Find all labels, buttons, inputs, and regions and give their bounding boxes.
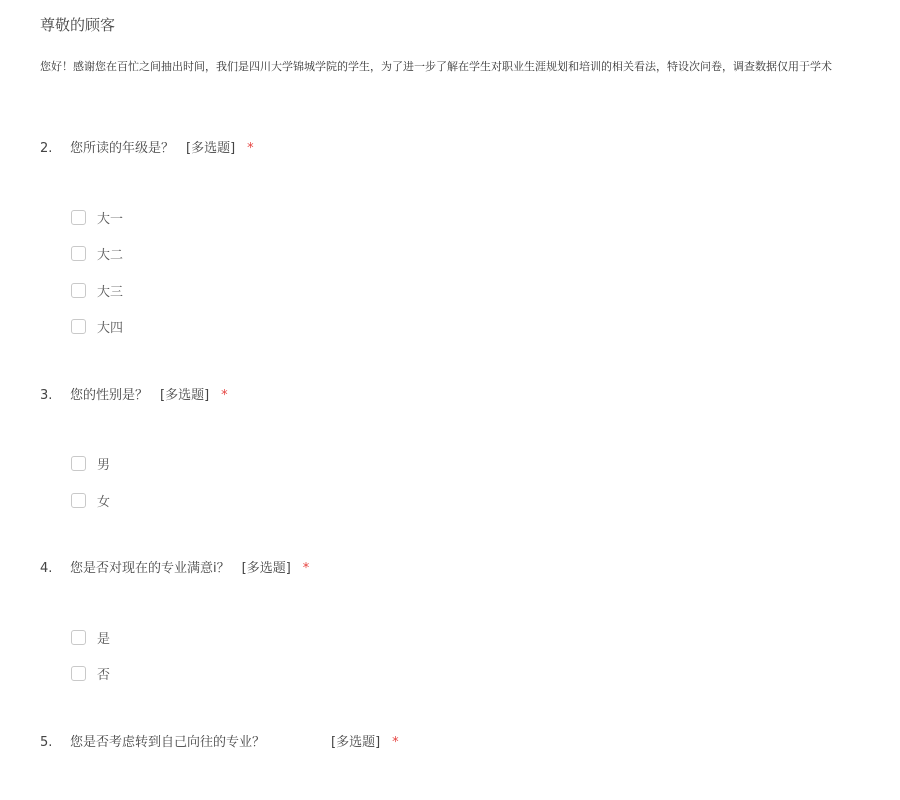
checkbox[interactable] xyxy=(71,210,86,225)
option-satisfied-no[interactable] xyxy=(71,664,110,682)
option-label: 男 xyxy=(97,457,111,473)
option-gender-male[interactable] xyxy=(71,454,110,472)
required-mark: * xyxy=(247,141,254,156)
checkbox[interactable] xyxy=(71,283,86,298)
question-title: 您所读的年级是？ xyxy=(70,141,175,156)
question-number: 2. xyxy=(40,141,53,156)
option-label: 大二 xyxy=(97,247,124,263)
question-type-tag: [多选题] xyxy=(331,735,381,750)
checkbox[interactable] xyxy=(71,319,86,334)
question-title: 您是否考虑转到自己向往的专业？ xyxy=(70,735,266,750)
option-grade-1[interactable] xyxy=(71,208,123,226)
question-title: 您的性别是？ xyxy=(70,388,149,403)
option-label: 女 xyxy=(97,494,111,510)
required-mark: * xyxy=(221,388,228,403)
checkbox[interactable] xyxy=(71,456,86,471)
question-number: 5. xyxy=(40,735,53,750)
question-4 xyxy=(40,557,309,576)
option-satisfied-yes[interactable] xyxy=(71,628,110,646)
required-mark: * xyxy=(302,561,310,576)
option-label: 大三 xyxy=(97,284,124,300)
question-type-tag: [多选题] xyxy=(241,561,291,576)
option-label: 是 xyxy=(97,631,111,647)
checkbox[interactable] xyxy=(71,246,86,261)
question-type-tag: [多选题] xyxy=(160,388,210,403)
option-label: 否 xyxy=(97,667,111,683)
required-mark: * xyxy=(392,735,399,750)
question-type-tag: [多选题] xyxy=(186,141,236,156)
question-number: 4. xyxy=(40,561,53,576)
question-title: 您是否对现在的专业满意i？ xyxy=(70,561,230,576)
option-label: 大四 xyxy=(97,320,124,336)
intro-text: 您好！感谢您在百忙之间抽出时间，我们是四川大学锦城学院的学生，为了进一步了解在学生对职业生涯规划和培训的相关看法，特设次问卷，调查数据仅用于学术 xyxy=(40,60,832,73)
option-gender-female[interactable] xyxy=(71,491,110,509)
option-label: 大一 xyxy=(97,211,124,227)
option-grade-4[interactable] xyxy=(71,317,123,335)
checkbox[interactable] xyxy=(71,666,86,681)
option-grade-3[interactable] xyxy=(71,281,123,299)
option-grade-2[interactable] xyxy=(71,244,123,262)
checkbox[interactable] xyxy=(71,493,86,508)
question-5 xyxy=(40,731,399,750)
question-3 xyxy=(40,384,228,403)
greeting-title: 尊敬的顾客 xyxy=(40,16,116,34)
question-2 xyxy=(40,137,254,156)
checkbox[interactable] xyxy=(71,630,86,645)
question-number: 3. xyxy=(40,388,53,403)
